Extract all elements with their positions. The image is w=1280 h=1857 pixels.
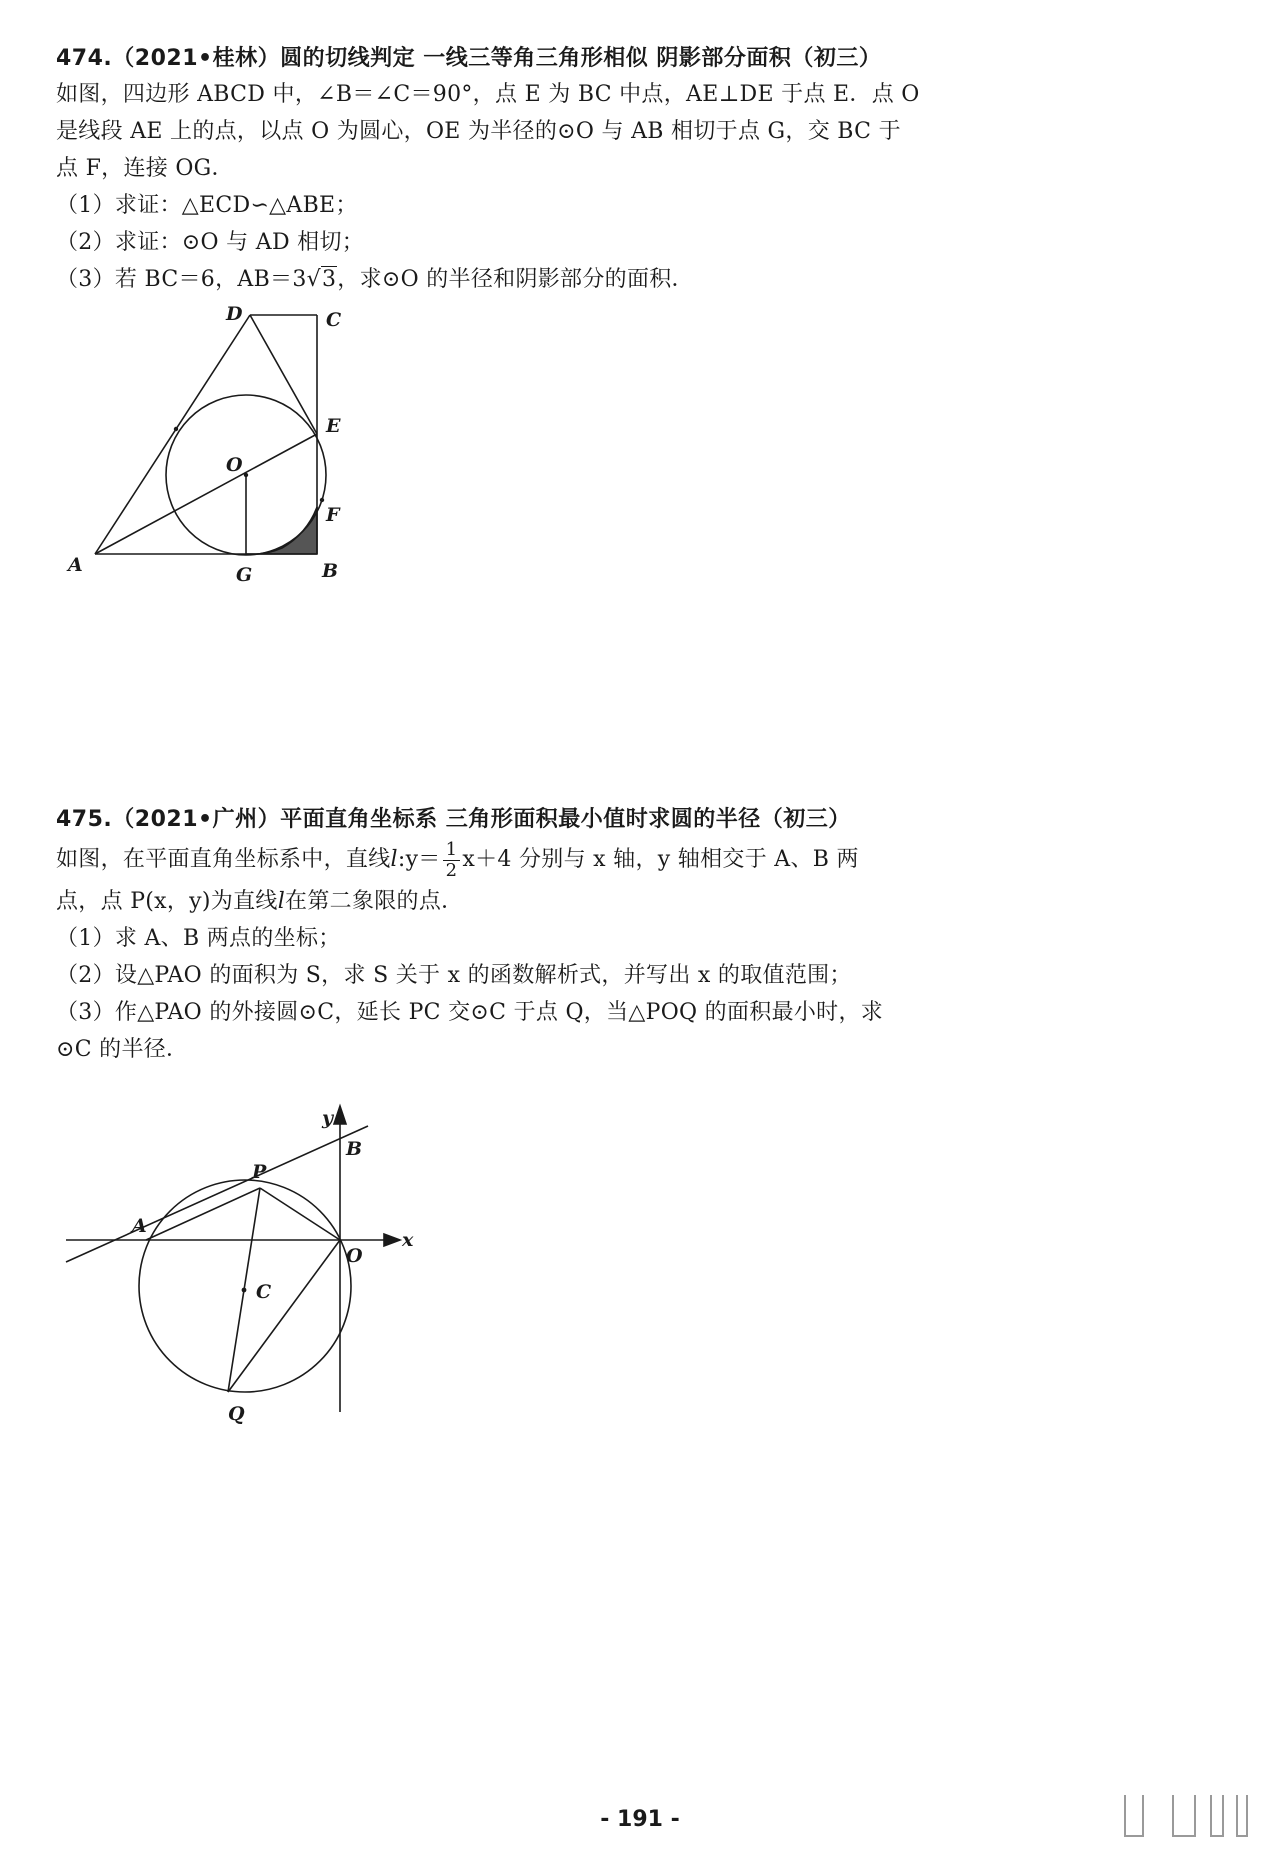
label-x: x <box>402 1229 414 1251</box>
problem-474-line-1: 如图，四边形 ABCD 中，∠B＝∠C＝90°，点 E 为 BC 中点，AE⊥DE 于点 E．点 O <box>56 82 920 107</box>
scan-artifact-mark <box>1210 1795 1224 1837</box>
line-equation-start: :y＝ <box>397 847 441 872</box>
label-p: P <box>252 1161 267 1183</box>
q3-sqrt-radicand: 3 <box>321 267 337 292</box>
label-d: D <box>226 303 243 325</box>
segment-oq <box>228 1240 340 1392</box>
line-l-symbol-2: l <box>277 889 286 914</box>
problem-474-line-3: 点 F，连接 OG． <box>56 156 234 181</box>
line1-suffix: x＋4 分别与 x 轴，y 轴相交于 A、B 两 <box>462 847 859 872</box>
scan-artifact-mark <box>1236 1795 1248 1837</box>
scan-artifact-mark <box>1124 1795 1144 1837</box>
segment-pa <box>146 1188 260 1240</box>
problem-475-question-3: （3）作△PAO 的外接圆⊙C，延长 PC 交⊙C 于点 Q，当△POQ 的面积最小时，求 <box>56 1000 884 1025</box>
label-b: B <box>322 560 339 582</box>
fraction-numerator: 1 <box>443 840 461 861</box>
problem-474-line-2: 是线段 AE 上的点，以点 O 为圆心，OE 为半径的⊙O 与 AB 相切于点 G，交 BC 于 <box>56 119 901 144</box>
label-a: A <box>68 554 83 576</box>
problem-474-question-1: （1）求证：△ECD∽△ABE； <box>56 193 358 218</box>
label-b: B <box>346 1138 363 1160</box>
line1-prefix: 如图，在平面直角坐标系中，直线 <box>56 847 391 872</box>
label-c: C <box>256 1281 272 1303</box>
scan-artifact-mark <box>1172 1795 1196 1837</box>
label-y: y <box>322 1107 334 1129</box>
problem-474-question-2: （2）求证：⊙O 与 AD 相切； <box>56 230 365 255</box>
line2-suffix: 在第二象限的点． <box>285 889 464 914</box>
fraction-denominator: 2 <box>445 859 458 881</box>
q3-suffix: ，求⊙O 的半径和阴影部分的面积． <box>337 267 694 292</box>
label-c: C <box>326 309 342 331</box>
page-number: - 191 - <box>600 1807 680 1832</box>
label-a: A <box>132 1215 147 1237</box>
label-o: O <box>226 454 243 476</box>
label-g: G <box>236 564 253 586</box>
problem-474-heading: 474.（2021•桂林）圆的切线判定 一线三等角三角形相似 阴影部分面积（初三） <box>56 46 882 71</box>
point-c-dot <box>242 1288 247 1293</box>
problem-475-heading: 475.（2021•广州）平面直角坐标系 三角形面积最小值时求圆的半径（初三） <box>56 807 851 832</box>
label-q: Q <box>228 1403 245 1425</box>
problem-475-question-2: （2）设△PAO 的面积为 S，求 S 关于 x 的函数解析式，并写出 x 的取值范围； <box>56 963 852 988</box>
q3-prefix: （3）若 BC＝6，AB＝3 <box>56 267 307 292</box>
x-axis-arrow <box>384 1234 400 1246</box>
label-e: E <box>326 415 341 437</box>
line-l-symbol: l <box>390 847 398 872</box>
line-l <box>66 1126 368 1262</box>
y-axis-arrow <box>334 1106 346 1124</box>
problem-475-question-1: （1）求 A、B 两点的坐标； <box>56 926 341 951</box>
problem-475-question-3-cont: ⊙C 的半径． <box>56 1037 189 1062</box>
label-o: O <box>346 1245 363 1267</box>
sqrt-sign: √ <box>306 267 321 292</box>
label-f: F <box>326 504 340 526</box>
line2-prefix: 点，点 P(x，y)为直线 <box>56 889 278 914</box>
